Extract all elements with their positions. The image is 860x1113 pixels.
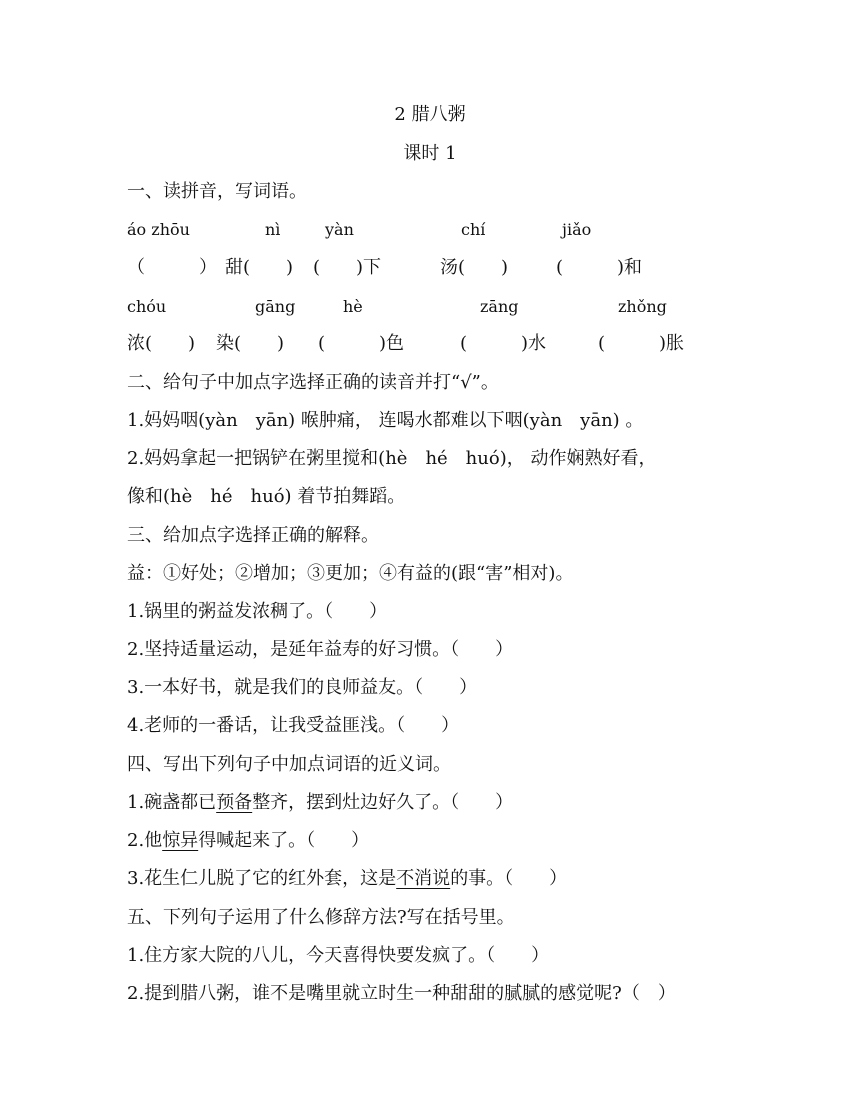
pinyin-4: chí: [461, 220, 486, 239]
pinyin-3: yàn: [325, 220, 354, 239]
blank-2[interactable]: 甜( ): [225, 257, 294, 278]
pinyin-7: gāng: [255, 297, 296, 316]
blank-1[interactable]: （ ）: [127, 257, 217, 278]
pinyin-6: chóu: [127, 297, 167, 316]
question-4-3-suffix: 的事。（ ）: [450, 868, 568, 889]
blank-4[interactable]: 汤( ): [440, 257, 509, 278]
pinyin-2: nì: [265, 220, 281, 239]
pinyin-9: zāng: [480, 297, 519, 316]
question-2-2-line-2[interactable]: 像和(hè hé huó) 着节拍舞蹈。: [127, 486, 406, 507]
blank-3[interactable]: ( )下: [313, 257, 382, 278]
question-4-2-prefix: 2.他: [127, 830, 163, 851]
question-2-2-line-1[interactable]: 2.妈妈拿起一把锅铲在粥里搅和(hè hé huó)， 动作娴熟好看，: [127, 448, 657, 469]
question-4-1[interactable]: [127, 791, 513, 815]
section-1-heading: 一、读拼音，写词语。: [127, 181, 307, 202]
question-2-1[interactable]: 1.妈妈咽(yàn yān) 喉肿痛， 连喝水都难以下咽(yàn yān) 。: [127, 410, 644, 431]
question-4-2[interactable]: [127, 829, 369, 853]
question-4-3-prefix: 3.花生仁儿脱了它的红外套，这是: [127, 868, 397, 889]
question-4-2-suffix: 得喊起来了。（ ）: [198, 830, 370, 851]
section-3-heading: 三、给加点字选择正确的解释。: [127, 525, 379, 546]
blank-9[interactable]: ( )水: [460, 333, 547, 354]
pinyin-10: zhǒng: [618, 297, 667, 316]
blank-10[interactable]: ( )胀: [598, 333, 685, 354]
page-title: 2 腊八粥: [394, 104, 466, 125]
section-5-heading: 五、下列句子运用了什么修辞方法?写在括号里。: [127, 907, 515, 928]
question-4-3-keyword: 不消说: [396, 868, 451, 889]
pinyin-5: jiǎo: [562, 220, 592, 239]
blank-5[interactable]: ( )和: [556, 257, 643, 278]
question-4-1-keyword: 预备: [216, 792, 253, 813]
section-4-heading: 四、写出下列句子中加点词语的近义词。: [127, 754, 451, 775]
question-4-3[interactable]: [127, 867, 567, 891]
blank-8[interactable]: ( )色: [318, 333, 405, 354]
question-4-1-prefix: 1.碗盏都已: [127, 792, 217, 813]
page-subtitle: 课时 1: [403, 143, 457, 164]
question-5-1[interactable]: 1.住方家大院的八儿，今天喜得快要发疯了。（ ）: [127, 945, 550, 966]
question-3-4[interactable]: 4.老师的一番话，让我受益匪浅。（ ）: [127, 715, 460, 736]
question-5-2[interactable]: 2.提到腊八粥，谁不是嘴里就立时生一种甜甜的腻腻的感觉呢?（ ）: [127, 983, 676, 1004]
definition-list: 益：①好处；②增加；③更加；④有益的(跟“害”相对)。: [127, 563, 574, 584]
question-3-3[interactable]: 3.一本好书，就是我们的良师益友。（ ）: [127, 677, 478, 698]
question-3-1[interactable]: 1.锅里的粥益发浓稠了。（ ）: [127, 601, 388, 622]
pinyin-8: hè: [343, 297, 363, 316]
blank-7[interactable]: 染( ): [216, 333, 285, 354]
blank-6[interactable]: 浓( ): [127, 333, 196, 354]
pinyin-1: áo zhōu: [127, 220, 190, 239]
question-4-1-suffix: 整齐，摆到灶边好久了。（ ）: [252, 792, 514, 813]
question-3-2[interactable]: 2.坚持适量运动，是延年益寿的好习惯。（ ）: [127, 639, 514, 660]
question-4-2-keyword: 惊异: [162, 830, 199, 851]
section-2-heading: 二、给句子中加点字选择正确的读音并打“√”。: [127, 372, 499, 393]
